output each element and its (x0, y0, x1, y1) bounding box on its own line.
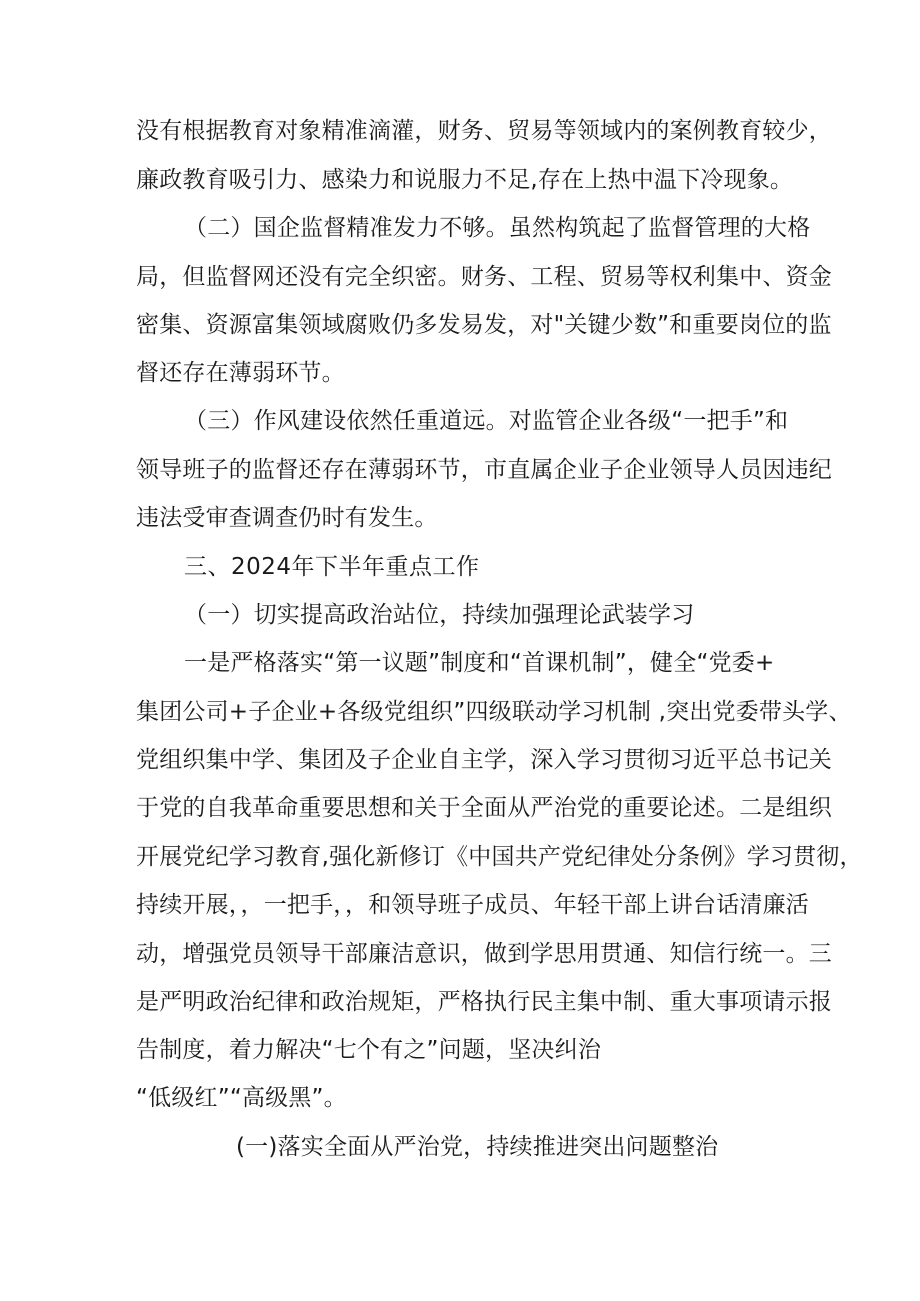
paragraph-line: 是严明政治纪律和政治规矩，严格执行民主集中制、重大事项请示报 (136, 989, 832, 1015)
paragraph-line: 于党的自我革命重要思想和关于全面从严治党的重要论述。二是组织 (136, 795, 832, 821)
paragraph-line: 党组织集中学、集团及子企业自主学，深入学习贯彻习近平总书记关 (136, 747, 832, 773)
paragraph-line: （三）作风建设依然任重道远。对监管企业各级“一把手”和 (184, 408, 789, 434)
paragraph-line: 领导班子的监督还存在薄弱环节，市直属企业子企业领导人员因违纪 (136, 457, 832, 483)
paragraph-line: 一是严格落实“第一议题”制度和“首课机制”，健全“党委+ (184, 650, 775, 676)
paragraph-line: 督还存在薄弱环节。 (136, 360, 345, 386)
paragraph-line: “低级红”“高级黑”。 (136, 1085, 347, 1111)
paragraph-line: 廉政教育吸引力、感染力和说服力不足,存在上热中温下冷现象。 (136, 167, 794, 193)
paragraph-line: 局，但监督网还没有完全织密。财务、工程、贸易等权利集中、资金 (136, 264, 832, 290)
paragraph-line: （二）国企监督精准发力不够。虽然构筑起了监督管理的大格 (184, 215, 811, 241)
subsection-heading: （一）切实提高政治站位，持续加强理论武装学习 (184, 602, 695, 628)
paragraph-line: 密集、资源富集领域腐败仍多发易发，对"关键少数”和重要岗位的监 (136, 312, 832, 338)
paragraph-line: 持续开展，，一把手，，和领导班子成员、年轻干部上讲台话清廉活 (136, 892, 809, 918)
paragraph-line: 告制度，着力解决“七个有之”问题，坚决纠治 (136, 1037, 602, 1063)
paragraph-line: 开展党纪学习教育,强化新修订《中国共产党纪律处分条例》学习贯彻， (136, 844, 863, 870)
paragraph-line: 集团公司+子企业+各级党组织”四级联动学习机制 ,突出党委带头学、 (136, 699, 852, 725)
paragraph-line: 违法受审查调查仍时有发生。 (136, 505, 438, 531)
paragraph-line: 动，增强党员领导干部廉洁意识，做到学思用贯通、知信行统一。三 (136, 941, 832, 967)
section-heading: 三、2024年下半年重点工作 (184, 554, 480, 580)
subsection-heading: (一)落实全面从严治党，持续推进突出问题整治 (236, 1134, 719, 1160)
paragraph-line: 没有根据教育对象精准滴灌，财务、贸易等领域内的案例教育较少， (136, 118, 832, 144)
